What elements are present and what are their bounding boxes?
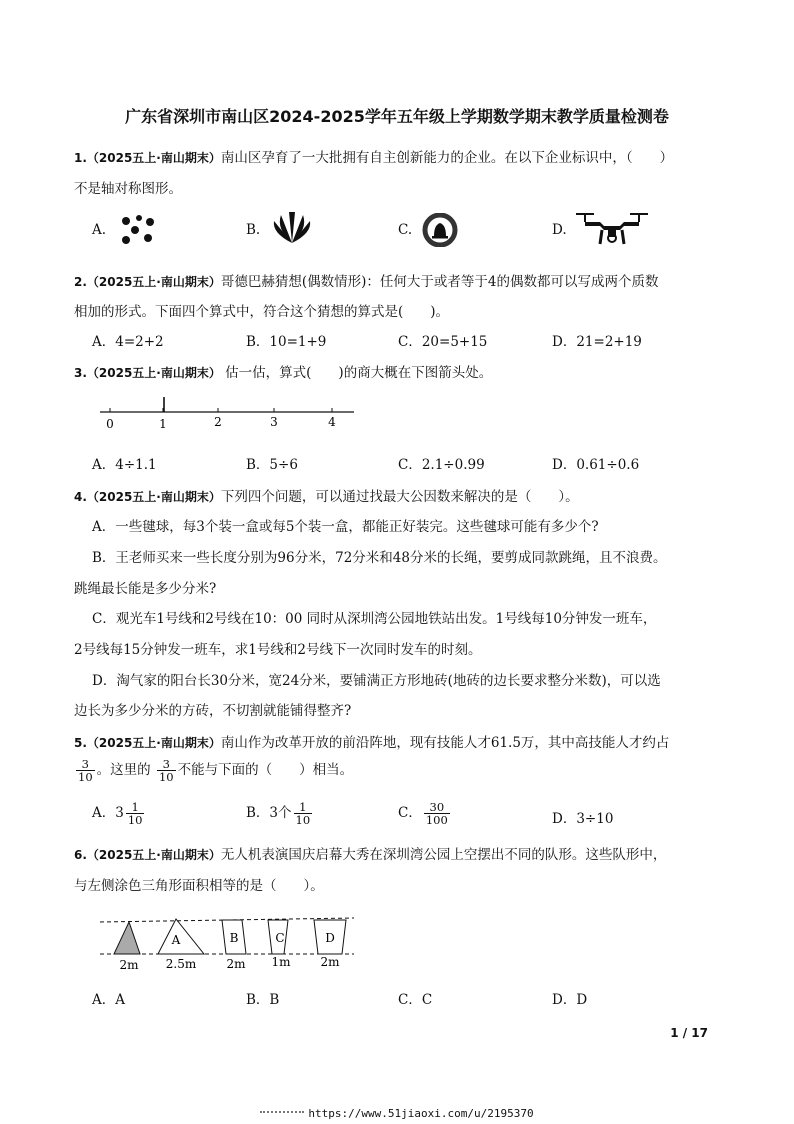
question-5-line-1: [74, 731, 669, 751]
question-4-text: 下列四个问题，可以通过找最大公因数来解决的是（ ）。: [220, 489, 579, 505]
q4-option-a[interactable]: A．一些毽球，每3个装一盒或每5个装一盒，都能正好装完。这些毽球可能有多少个?: [92, 519, 599, 535]
q1-option-a[interactable]: A.: [92, 222, 107, 238]
question-2-line-1: [74, 270, 659, 290]
footer-url[interactable]: https://www.51jiaoxi.com/u/2195370: [308, 1107, 534, 1120]
number-line: [96, 395, 360, 433]
shape-label-b: B: [229, 931, 239, 945]
shaded-triangle: [114, 922, 140, 954]
q6-option-d[interactable]: D．D: [552, 992, 588, 1008]
q2-option-c[interactable]: C．20=5+15: [398, 334, 488, 350]
question-1-text: 南山区孕育了一大批拥有自主创新能力的企业。在以下企业标识中，（ ）: [220, 150, 674, 166]
shape-label-c: C: [275, 931, 285, 945]
tick-label-4: 4: [328, 415, 336, 429]
q6-option-c[interactable]: C．C: [398, 992, 433, 1008]
tick-label-1: 1: [159, 417, 167, 431]
shape-label-d: D: [325, 931, 335, 945]
question-1-line-1: [74, 146, 673, 166]
question-3-line-1: [74, 361, 492, 381]
footer-decoration: [260, 1111, 304, 1118]
bell-circle-logo-icon: [422, 213, 458, 247]
question-5-head: 5.（2025五上·南山期末）: [74, 736, 221, 750]
q4-option-d[interactable]: D．淘气家的阳台长30分米，宽24分米，要铺满正方形地砖(地砖的边长要求整分米数)，可以选: [92, 673, 661, 689]
q5-option-d[interactable]: D．3÷10: [552, 811, 614, 827]
q3-option-b[interactable]: B．5÷6: [246, 457, 298, 473]
q3-option-a[interactable]: A．4÷1.1: [92, 457, 157, 473]
base-label-shaded: 2m: [119, 958, 139, 972]
question-4-head: 4.（2025五上·南山期末）: [74, 490, 221, 504]
question-1-head: 1.（2025五上·南山期末）: [74, 151, 221, 165]
drone-logo-icon: [574, 210, 650, 248]
base-label-d: 2m: [320, 955, 340, 969]
base-label-a: 2.5m: [165, 957, 197, 971]
q2-option-a[interactable]: A．4=2+2: [92, 334, 164, 350]
dots-logo-icon: [120, 214, 156, 246]
shape-a: [158, 919, 204, 954]
q5-option-c[interactable]: C． $\frac{30}{100}$: [398, 800, 448, 827]
q4-option-c-cont: 2号线每15分钟发一班车，求1号线和2号线下一次同时发车的时刻。: [74, 642, 482, 658]
base-label-b: 2m: [226, 957, 246, 971]
question-6-text: 无人机表演国庆启幕大秀在深圳湾公园上空摆出不同的队形。这些队形中，: [220, 847, 667, 863]
base-label-c: 1m: [271, 955, 291, 969]
q4-option-b-cont: 跳绳最长能是多少分米?: [74, 581, 217, 597]
question-1-line-2: 不是轴对称图形。: [74, 181, 182, 197]
question-3-head: 3.（2025五上·南山期末）: [74, 366, 221, 380]
fraction-3-10-ref: $\frac{3}{10}$: [158, 757, 174, 784]
q1-option-b[interactable]: B.: [246, 222, 261, 238]
q3-option-c[interactable]: C．2.1÷0.99: [398, 457, 485, 473]
question-5-text: 南山作为改革开放的前沿阵地，现有技能人才61.5万，其中高技能人才约占: [220, 735, 670, 751]
question-4-line-1: [74, 485, 579, 505]
question-2-line-2: 相加的形式。下面四个算式中，符合这个猜想的算式是( )。: [74, 304, 450, 320]
q4-option-c[interactable]: C．观光车1号线和2号线在10：00 同时从深圳湾公园地铁站出发。1号线每10分钟发一班车，: [92, 611, 657, 627]
tick-label-0: 0: [106, 417, 114, 431]
tick-label-2: 2: [214, 415, 222, 429]
question-2-head: 2.（2025五上·南山期末）: [74, 275, 221, 289]
question-6-line-2: 与左侧涂色三角形面积相等的是（ ）。: [74, 878, 324, 894]
page-number: 1 / 17: [670, 1026, 708, 1040]
q3-option-d[interactable]: D．0.61÷0.6: [552, 457, 640, 473]
q5-option-a[interactable]: A．3 $\frac{1}{10}$: [92, 800, 143, 827]
fraction-3-10: $\frac{3}{10}$: [78, 757, 93, 784]
question-6-line-1: [74, 843, 666, 863]
shape-label-a: A: [171, 933, 181, 947]
footer: [0, 1107, 794, 1120]
question-3-text: 估一估，算式( )的商大概在下图箭头处。: [220, 365, 493, 381]
q4-option-b[interactable]: B．王老师买来一些长度分别为96分米，72分米和48分米的长绳，要剪成同款跳绳，且不浪费。: [92, 550, 667, 566]
petal-fan-logo-icon: [270, 211, 314, 245]
question-2-text: 哥德巴赫猜想(偶数情形)：任何大于或者等于4的偶数都可以写成两个质数: [220, 274, 659, 290]
question-5-line-2: [74, 758, 353, 783]
q2-option-d[interactable]: D．21=2+19: [552, 334, 642, 350]
q6-option-b[interactable]: B．B: [246, 992, 280, 1008]
q4-option-d-cont: 边长为多少分米的方砖，不切割就能铺得整齐?: [74, 703, 352, 719]
q6-option-a[interactable]: A．A: [92, 992, 125, 1008]
question-6-head: 6.（2025五上·南山期末）: [74, 848, 221, 862]
tick-label-3: 3: [270, 415, 278, 429]
page-title: 广东省深圳市南山区2024-2025学年五年级上学期数学期末教学质量检测卷: [125, 107, 669, 126]
q1-option-c[interactable]: C.: [398, 222, 413, 238]
q5-line2-end: 不能与下面的（ ）相当。: [177, 762, 354, 778]
q5-option-b[interactable]: B．3个 $\frac{1}{10}$: [246, 800, 311, 827]
q2-option-b[interactable]: B．10=1+9: [246, 334, 327, 350]
drone-formation-diagram: [96, 912, 358, 972]
q5-line2-mid: 。这里的: [96, 762, 151, 778]
q1-option-d[interactable]: D.: [552, 222, 567, 238]
